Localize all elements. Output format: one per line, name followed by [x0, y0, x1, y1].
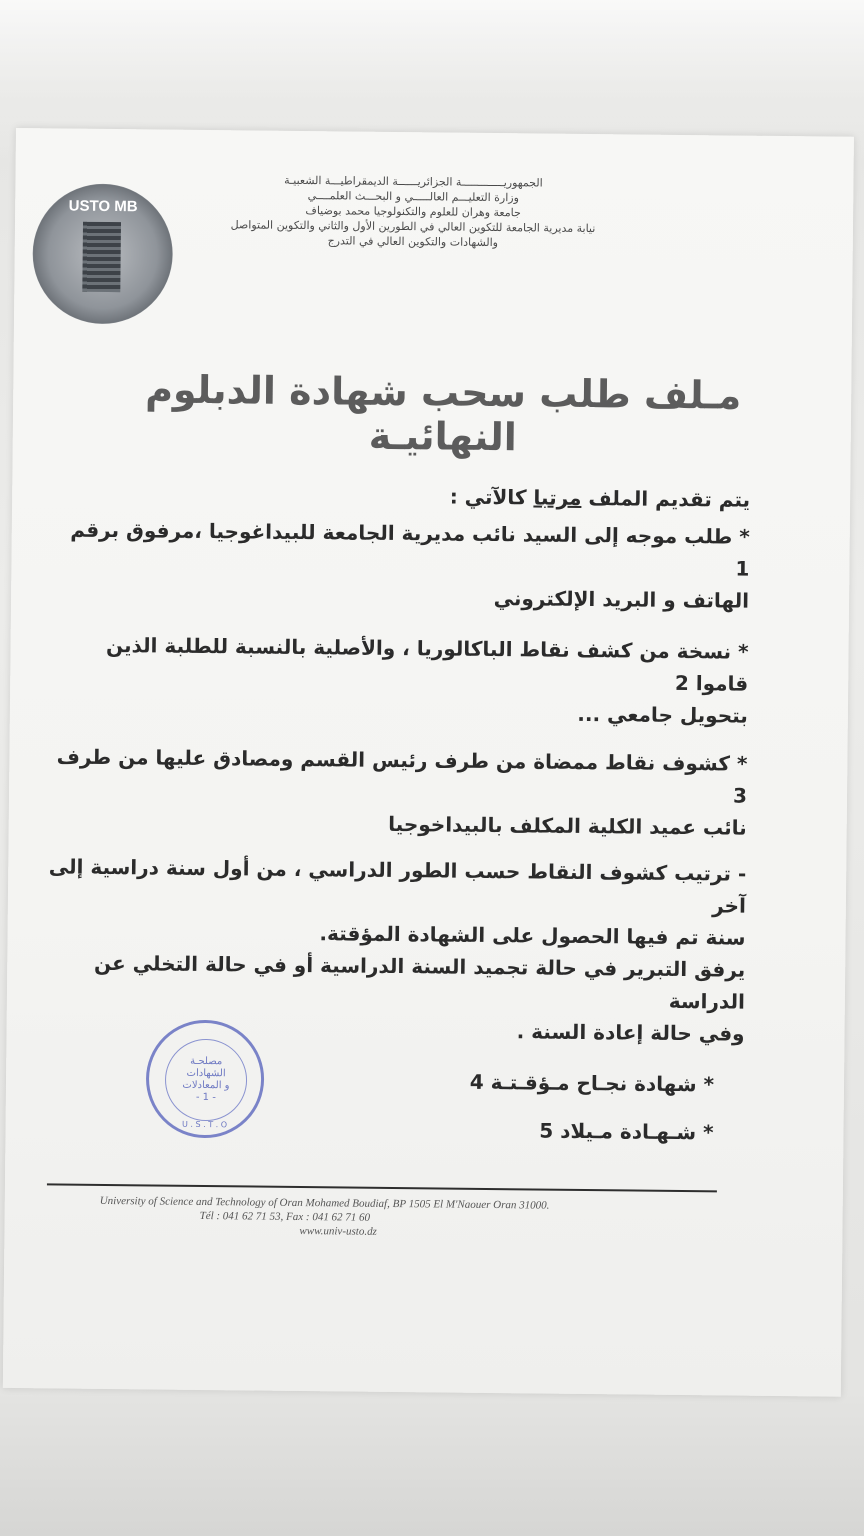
- header-line: نيابة مديرية الجامعة للتكوين العالي في الطورين الأول والثاني والتكوين المتواصل: [230, 218, 596, 236]
- footer-address: University of Science and Technology of Oran Mohamed Boudiaf, BP 1505 El M'Naouer Oran 31000.: [99, 1194, 550, 1212]
- stamp-text: - 1 -: [195, 1091, 216, 1104]
- intro-underlined: مرتبا: [533, 485, 582, 510]
- university-logo: [32, 183, 173, 324]
- list-item-2: [48, 628, 749, 731]
- note-line: يرفق التبرير في حالة تجميد السنة الدراسية أو في حالة التخلي عن الدراسة: [93, 950, 746, 1014]
- item-line: الهاتف و البريد الإلكتروني: [493, 586, 750, 613]
- footer-website: www.univ-usto.dz: [299, 1225, 377, 1238]
- notes-block: [44, 850, 746, 1049]
- note-line: سنة تم فيها الحصول على الشهادة المؤقتة.: [319, 921, 746, 950]
- logo-text: USTO MB: [68, 197, 138, 216]
- intro-text-end: كالآتي :: [449, 484, 534, 510]
- extra-items: [13, 1053, 714, 1156]
- item-line: بتحويل جامعي ...: [577, 701, 749, 728]
- footer: [99, 1194, 699, 1242]
- official-stamp: [145, 1019, 264, 1138]
- footer-divider: [47, 1183, 717, 1192]
- background-surface: [0, 1390, 864, 1536]
- stamp-text: و المعادلات: [182, 1079, 230, 1092]
- footer-phone: Tél : 041 62 71 53, Fax : 041 62 71 60: [199, 1209, 371, 1224]
- item-line: * كشوف نقاط ممضاة من طرف رئيس القسم ومصادق عليها من طرف 3: [56, 744, 748, 808]
- note-line: وفي حالة إعادة السنة .: [516, 1019, 745, 1046]
- item-line: نائب عميد الكلية المكلف بالبيداخوجيا: [388, 811, 747, 840]
- stamp-caption: U . S . T . O: [182, 1119, 228, 1130]
- item-line: * طلب موجه إلى السيد نائب مديرية الجامعة للبيداغوجيا ،مرفوق برقم 1: [70, 517, 750, 581]
- intro-text: يتم تقديم الملف: [581, 485, 751, 512]
- header-line: الجمهوريـــــــــــــة الجزائريــــــة الديمقراطيـــة الشعبيـة: [284, 173, 543, 190]
- stamp-center: [165, 1039, 248, 1122]
- stamp-text: مصلحـة: [190, 1055, 223, 1068]
- item-line: * نسخة من كشف نقاط الباكالوريا ، والأصلية بالنسبة للطلبة الذين قاموا 2: [105, 632, 749, 696]
- note-line: - ترتيب كشوف النقاط حسب الطور الدراسي ، من أول سنة دراسية إلى آخر: [48, 854, 747, 918]
- letterhead: [203, 172, 624, 251]
- document-page: [3, 128, 854, 1397]
- page-title: مـلف طلب سحب شهادة الدبلوم النهائيـة: [144, 367, 742, 460]
- building-icon: [82, 222, 121, 292]
- header-line: والشهادات والتكوين العالي في التدرج: [327, 234, 499, 250]
- list-item-4: * شهادة نجـاح مـؤقـتـة 4: [469, 1069, 715, 1097]
- list-item-5: * شـهـادة مـيلاد 5: [539, 1118, 714, 1145]
- stamp-text: الشهادات: [186, 1067, 226, 1080]
- list-item-1: [49, 513, 750, 616]
- header-line: جامعة وهران للعلوم والتكنولوجيا محمد بوضياف: [305, 204, 521, 220]
- list-item-3: [47, 740, 748, 843]
- intro-line: [50, 476, 750, 515]
- header-line: وزارة التعليـــم العالـــــي و البحـــث العلمــــي: [307, 189, 520, 205]
